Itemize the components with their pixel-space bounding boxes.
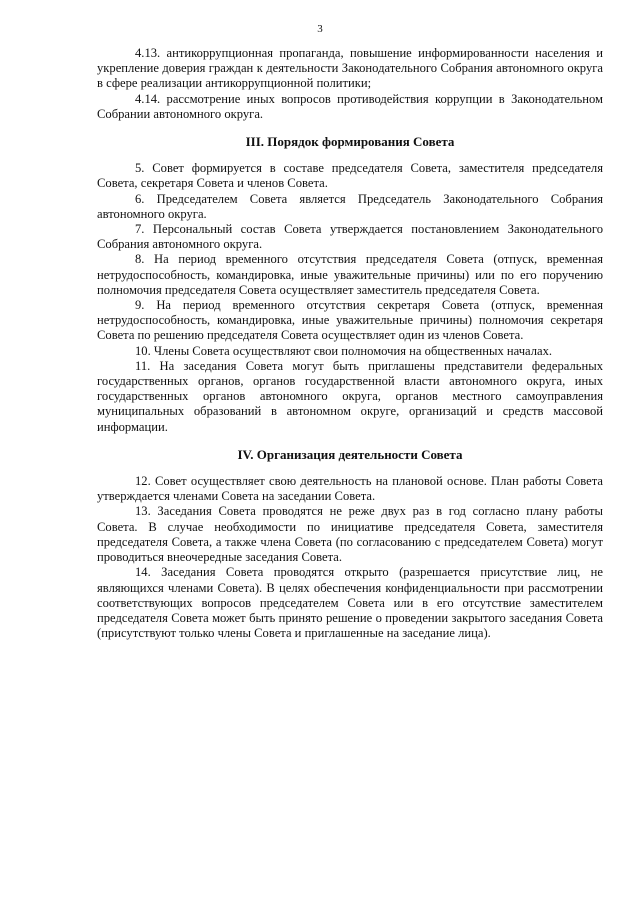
clause-10: 10. Члены Совета осуществляют свои полномочия на общественных началах. bbox=[135, 343, 553, 358]
clause-6: 6. Председателем Совета является Председатель Законодательного Собрания автономного округа. bbox=[97, 191, 603, 221]
page-number: 3 bbox=[317, 23, 323, 35]
clause-8: 8. На период временного отсутствия председателя Совета (отпуск, временная нетрудоспособность, командировка, иные уважительные причины) или по его поручению полномочия председателя Совета осуществляет заместитель председателя Совета. bbox=[97, 252, 603, 297]
clause-14: 14. Заседания Совета проводятся открыто (разрешается присутствие лиц, не являющихся членами Совета). В целях обеспечения конфиденциальности при рассмотрении соответствующих вопросов председателем Совета или в его отсутствие заместителем председателя Совета может быть принято решение о проведении закрытого заседания Совета (присутствуют только члены Совета и приглашенные на заседание лица). bbox=[97, 565, 603, 641]
clause-9: 9. На период временного отсутствия секретаря Совета (отпуск, временная нетрудоспособность, командировка, иные уважительные причины) полномочия секретаря Совета по решению председателя Совета осуществляет один из членов Совета. bbox=[97, 298, 603, 343]
clause-13: 13. Заседания Совета проводятся не реже двух раз в год согласно плану работы Совета. В случае необходимости по инициативе председателя Совета, заместителя председателя Совета, а также члена Совета (по согласованию с председателем Совета) могут проводиться внеочередные заседания Совета. bbox=[97, 504, 603, 565]
clause-12: 12. Совет осуществляет свою деятельность на плановой основе. План работы Совета утверждается членами Совета на заседании Совета. bbox=[97, 474, 603, 504]
clause-4-14: 4.14. рассмотрение иных вопросов противодействия коррупции в Законодательном Собрании автономного округа. bbox=[97, 91, 603, 121]
clause-7: 7. Персональный состав Совета утверждается постановлением Законодательного Собрания автономного округа. bbox=[97, 222, 603, 252]
section-heading-iii: III. Порядок формирования Совета bbox=[245, 134, 455, 150]
clause-11: 11. На заседания Совета могут быть приглашены представители федеральных государственных органов, органов государственной власти автономного округа, иных государственных органов автономного округа, органов местного самоуправления муниципальных образований в автономном округе, организаций и средств массовой информации. bbox=[97, 358, 603, 434]
clause-4-13: 4.13. антикоррупционная пропаганда, повышение информированности населения и укрепление доверия граждан к деятельности Законодательного Собрания автономного округа в сфере реализации антикоррупционной политики; bbox=[97, 46, 603, 91]
document-body bbox=[97, 46, 603, 641]
section-heading-iv: IV. Организация деятельности Совета bbox=[237, 446, 463, 462]
clause-5: 5. Совет формируется в составе председателя Совета, заместителя председателя Совета, секретаря Совета и членов Совета. bbox=[97, 161, 603, 191]
